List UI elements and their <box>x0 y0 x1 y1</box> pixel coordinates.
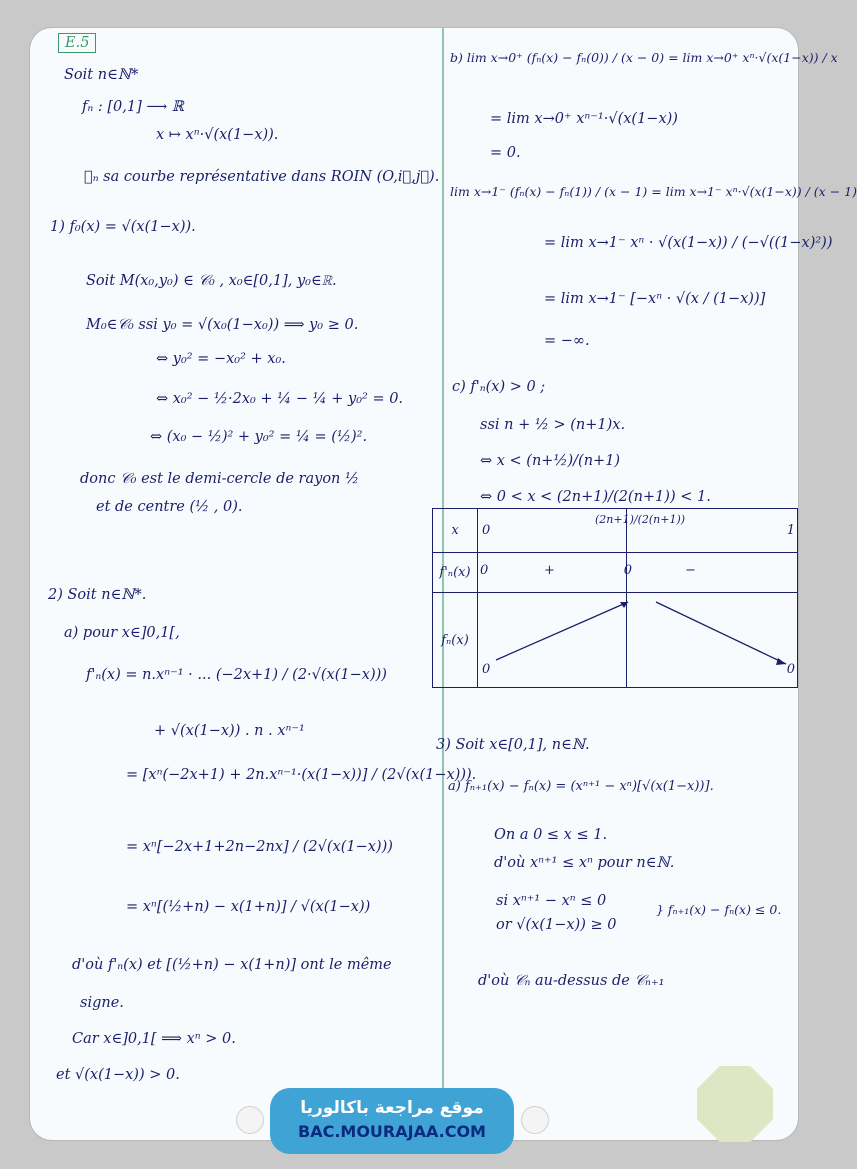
variation-table <box>432 508 798 688</box>
increasing-arrow <box>496 602 628 660</box>
line-l21: Car x∈]0,1[ ⟹ xⁿ > 0. <box>72 1031 236 1047</box>
line-l8: ⇔ x₀² − ½·2x₀ + ¼ − ¼ + y₀² = 0. <box>156 391 404 407</box>
tv-header-deriv: f'ₙ(x) <box>433 553 478 593</box>
line-r16: or √(x(1−x)) ≥ 0 <box>496 917 617 933</box>
line-r2: = 0. <box>490 145 521 161</box>
line-l14: f'ₙ(x) = n.xⁿ⁻¹ · ... (−2x+1) / (2·√(x(1−x))) <box>86 667 387 683</box>
line-r8: ssi n + ½ > (n+1)x. <box>480 417 626 433</box>
line-l19: d'où f'ₙ(x) et [(½+n) − x(1+n)] ont le même <box>72 957 392 973</box>
tv-func-right: 0 <box>627 593 798 688</box>
line-l10: donc 𝒞₀ est le demi-cercle de rayon ½ <box>80 471 360 487</box>
line-r15: si xⁿ⁺¹ − xⁿ ≤ 0 <box>496 893 607 909</box>
decreasing-arrowhead <box>776 658 786 665</box>
footer-url-link[interactable]: BAC.MOURAJAA.COM <box>298 1122 486 1141</box>
line-l4: 1) f₀(x) = √(x(1−x)). <box>50 219 196 235</box>
tv-header-x: x <box>433 509 478 553</box>
line-l16: = [xⁿ(−2x+1) + 2n.xⁿ⁻¹·(x(1−x))] / (2√(x(1−x))). <box>126 767 477 783</box>
line-r7: c) f'ₙ(x) > 0 ; <box>452 379 546 395</box>
line-l2: x ↦ xⁿ·√(x(1−x)). <box>156 127 279 143</box>
line-r5: = lim x→1⁻ [−xⁿ · √(x / (1−x))] <box>544 291 766 307</box>
line-l13: a) pour x∈]0,1[, <box>64 625 180 641</box>
line-r3: lim x→1⁻ (fₙ(x) − fₙ(1)) / (x − 1) = lim x→1⁻ xⁿ·√(x(1−x)) / (x − 1) <box>450 184 857 199</box>
line-l9: ⇔ (x₀ − ½)² + y₀² = ¼ = (½)². <box>150 429 368 445</box>
line-r17: } fₙ₊₁(x) − fₙ(x) ≤ 0. <box>656 902 782 917</box>
bacmath-logo <box>697 1066 773 1142</box>
line-l17: = xⁿ[−2x+1+2n−2nx] / (2√(x(1−x))) <box>126 839 393 855</box>
line-l22: et √(x(1−x)) > 0. <box>56 1067 180 1083</box>
exercise-label: E.5 <box>58 36 96 51</box>
tv-deriv-right: − <box>627 553 798 593</box>
line-r18: d'où 𝒞ₙ au-dessus de 𝒞ₙ₊₁ <box>478 973 665 989</box>
line-r10: ⇔ 0 < x < (2n+1)/(2(n+1)) < 1. <box>480 489 711 505</box>
line-l5: Soit M(x₀,y₀) ∈ 𝒞₀ , x₀∈[0,1], y₀∈ℝ. <box>86 273 337 289</box>
line-l7: ⇔ y₀² = −x₀² + x₀. <box>156 351 286 367</box>
line-l6: M₀∈𝒞₀ ssi y₀ = √(x₀(1−x₀)) ⟹ y₀ ≥ 0. <box>86 317 359 333</box>
line-l3: 𝒞ₙ sa courbe représentative dans ROIN (O,i⃗,j⃗). <box>84 169 440 185</box>
tv-x-right: (2n+1)/(2(n+1)) 1 <box>627 509 798 553</box>
left-badge-icon <box>236 1106 264 1134</box>
right-badge-icon <box>521 1106 549 1134</box>
line-r9: ⇔ x < (n+½)/(n+1) <box>480 453 621 469</box>
line-l11: et de centre (½ , 0). <box>96 499 243 515</box>
footer-arabic-title: موقع مراجعة باكالوريا <box>300 1098 484 1118</box>
line-r13: On a 0 ≤ x ≤ 1. <box>494 827 608 843</box>
variation-arrows <box>472 592 792 682</box>
line-l20: signe. <box>80 995 124 1011</box>
line-l15: + √(x(1−x)) . n . xⁿ⁻¹ <box>154 723 305 739</box>
line-l0: Soit n∈ℕ* <box>64 67 139 83</box>
tv-x-left: 0 <box>478 509 627 553</box>
line-l18: = xⁿ[(½+n) − x(1+n)] / √(x(1−x)) <box>126 899 371 915</box>
line-r6: = −∞. <box>544 333 590 349</box>
line-r12: a) fₙ₊₁(x) − fₙ(x) = (xⁿ⁺¹ − xⁿ)[√(x(1−x))]. <box>448 779 714 794</box>
tv-header-func: fₙ(x) <box>433 593 478 688</box>
line-r11: 3) Soit x∈[0,1], n∈ℕ. <box>436 737 590 753</box>
line-r1: = lim x→0⁺ xⁿ⁻¹·√(x(1−x)) <box>490 111 678 127</box>
line-l12: 2) Soit n∈ℕ*. <box>48 587 147 603</box>
tv-deriv-left: 0 + 0 <box>478 553 627 593</box>
line-r0: b) lim x→0⁺ (fₙ(x) − fₙ(0)) / (x − 0) = lim x→0⁺ xⁿ·√(x(1−x)) / x <box>450 50 838 65</box>
decreasing-arrow <box>656 602 786 664</box>
line-r4: = lim x→1⁻ xⁿ · √(x(1−x)) / (−√((1−x)²)) <box>544 235 833 251</box>
site-footer-banner[interactable] <box>270 1088 514 1154</box>
line-r14: d'où xⁿ⁺¹ ≤ xⁿ pour n∈ℕ. <box>494 855 675 871</box>
tv-func-left: 0 <box>478 593 627 688</box>
line-l1: fₙ : [0,1] ⟶ ℝ <box>82 99 184 115</box>
